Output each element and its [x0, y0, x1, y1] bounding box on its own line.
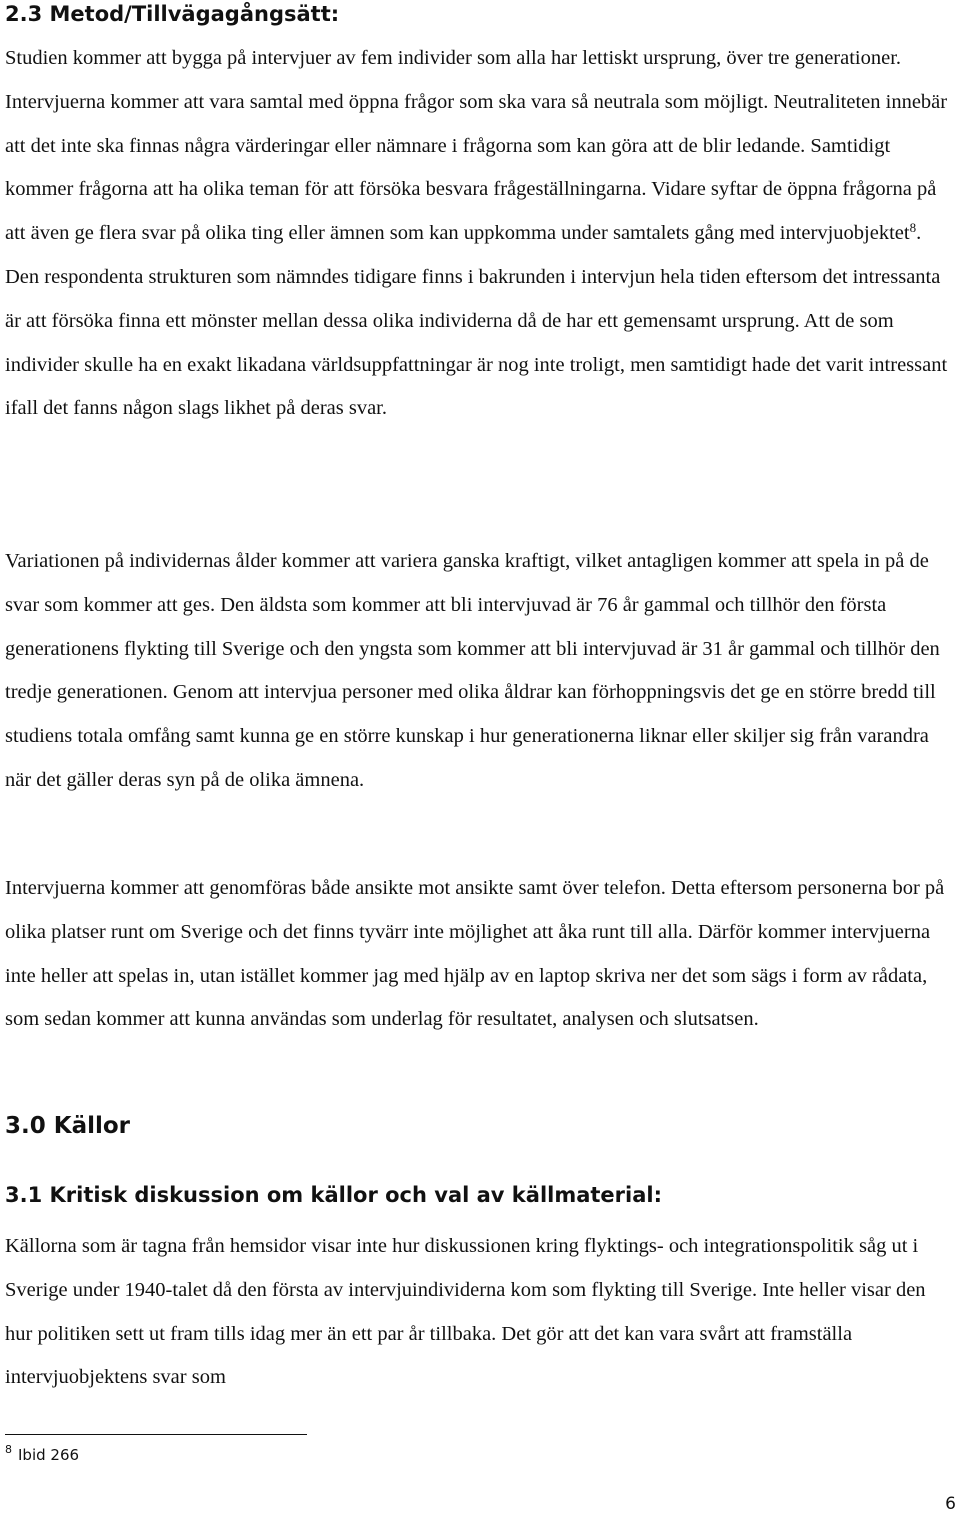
paragraph-method-1-text-a: Studien kommer att bygga på intervjuer av fem individer som alla har lettiskt ursprung, över tre generationer. Intervjuerna kommer att vara samtal med öppna frågor som ska vara så neutrala som möjligt. Neutraliteten innebär att det inte ska finnas några värderingar eller nämnare i frågorna som kan göra att de blir ledande. Samtidigt kommer frågorna att ha olika teman för att försöka besvara frågeställningarna. Vidare syftar de öppna frågorna på att även ge flera svar på olika ting eller ämnen som kan uppkomma under samtalets gång med intervjuobjektet: [5, 47, 948, 245]
footnote-reference[interactable]: 8: [909, 220, 917, 236]
footnote-number: 8: [5, 1443, 12, 1456]
paragraph-sources-1: Källorna som är tagna från hemsidor visar inte hur diskussionen kring flyktings- och integrationspolitik såg ut i Sverige under 1940-talet då den första av intervjuindividerna kom som flykting till Sverige. Inte heller visar den hur politiken sett ut fram tills idag mer än ett par år tillbaka. Det gör att det kan vara svårt att framställa intervjuobjektens svar som: [5, 1235, 926, 1389]
paragraph-method-1-text-b: . Den respondenta strukturen som nämndes tidigare finns i bakrunden i intervjun hela tiden eftersom det intressanta är att försöka finna ett mönster mellan dessa olika individerna då de har ett gemensamt ursprung. Att de som individer skulle ha en exakt likadana världsuppfattningar är nog inte troligt, men samtidigt hade det varit intressant ifall det fanns någon slags likhet på deras svar.: [5, 222, 948, 420]
footnote: [5, 1443, 80, 1464]
section-heading-3-0: 3.0 Källor: [5, 1113, 131, 1139]
footnote-separator: [5, 1434, 307, 1435]
section-heading-2-3: 2.3 Metod/Tillvägagångsätt:: [5, 2, 340, 26]
paragraph-method-3: Intervjuerna kommer att genomföras både ansikte mot ansikte samt över telefon. Detta eftersom personerna bor på olika platser runt om Sverige och det finns tyvärr inte möjlighet att åka runt till alla. Därför kommer intervjuerna inte heller att spelas in, utan istället kommer jag med hjälp av en laptop skriva ner det som sägs i form av rådata, som sedan kommer att kunna användas som underlag för resultatet, analysen och slutsatsen.: [5, 877, 945, 1031]
section-heading-3-1: 3.1 Kritisk diskussion om källor och val av källmaterial:: [5, 1183, 662, 1207]
paragraph-method-2: Variationen på individernas ålder kommer att variera ganska kraftigt, vilket antagligen kommer att spela in på de svar som kommer att ges. Den äldsta som kommer att bli intervjuvad är 76 år gammal och tillhör den första generationens flykting till Sverige och den yngsta som kommer att bli intervjuvad är 31 år gammal och tillhör den tredje generationen. Genom att intervjua personer med olika åldrar kan förhoppningsvis det ge en större bredd till studiens totala omfång samt kunna ge en större kunskap i hur generationerna liknar eller skiljer sig från varandra när det gäller deras syn på de olika ämnena.: [5, 550, 940, 791]
page-number: 6: [945, 1494, 956, 1514]
paragraph-method-1: [5, 37, 955, 431]
footnote-text: Ibid 266: [18, 1446, 80, 1464]
